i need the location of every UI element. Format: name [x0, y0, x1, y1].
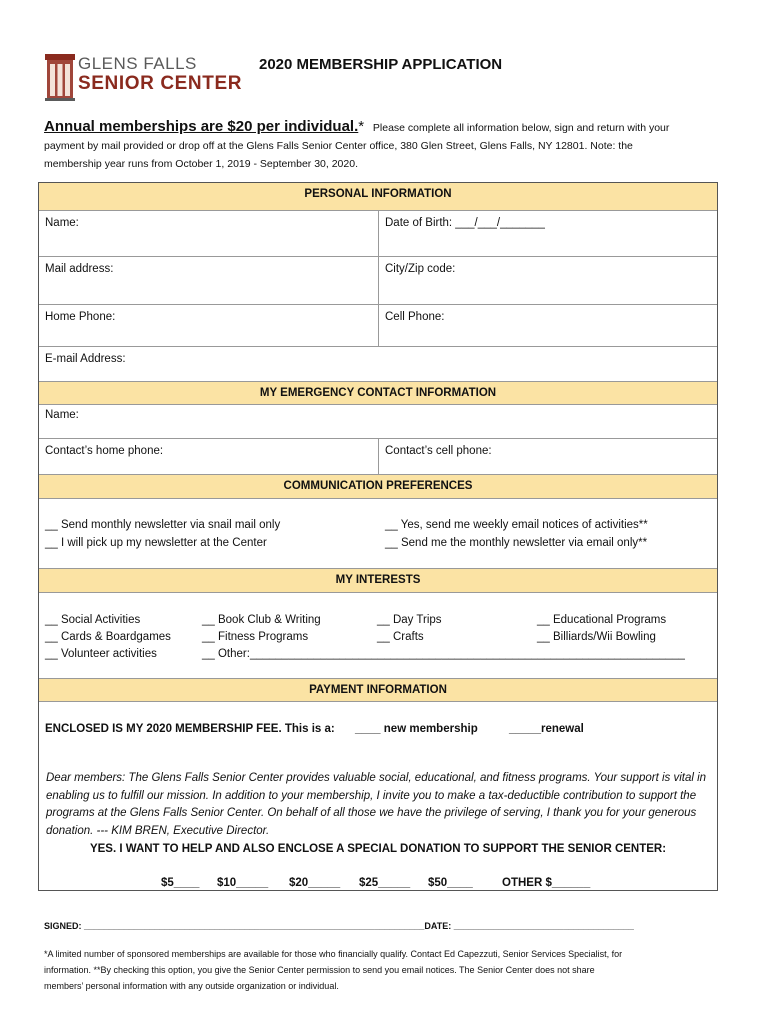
enclosed-fee-text: ENCLOSED IS MY 2020 MEMBERSHIP FEE. This is a:: [45, 723, 335, 735]
logo-text-line2: SENIOR CENTER: [78, 73, 243, 94]
section-payment-information: PAYMENT INFORMATION: [39, 678, 717, 701]
row-payment: [39, 701, 717, 892]
director-message: Dear members: The Glens Falls Senior Center provides valuable social, educational, and fitness programs. Your support is vital in enabling us to fulfill our mission. In addition to your membership, I invite you to make a tax-deductible contribution to support the programs at the Glens Falls Senior Center. On behalf of all those we have the privilege of serving, I thank you for your generous donation. --- KIM BREN, Executive Director.: [46, 772, 707, 837]
home-phone-field[interactable]: Home Phone:: [45, 311, 116, 323]
row-communication-options: [39, 498, 717, 568]
logo: [44, 50, 254, 102]
intro-star: *: [358, 118, 365, 135]
footnote: [44, 946, 724, 994]
interest-fitness[interactable]: __ Fitness Programs: [202, 631, 309, 643]
weekly-email-option[interactable]: __ Yes, send me weekly email notices of activities**: [385, 519, 648, 531]
renewal-option[interactable]: _____renewal: [509, 723, 584, 735]
donation-20[interactable]: $20_____: [289, 877, 341, 889]
membership-form: [38, 182, 718, 891]
emergency-name-field[interactable]: Name:: [45, 409, 79, 421]
interest-educational[interactable]: __ Educational Programs: [537, 614, 667, 626]
donation-50[interactable]: $50____: [428, 877, 473, 889]
interest-volunteer[interactable]: __ Volunteer activities: [45, 648, 157, 660]
city-zip-field[interactable]: City/Zip code:: [385, 263, 456, 275]
section-communication-preferences: COMMUNICATION PREFERENCES: [39, 474, 717, 498]
interest-cards-boardgames[interactable]: __ Cards & Boardgames: [45, 631, 171, 643]
name-field[interactable]: Name:: [45, 217, 79, 229]
row-email: [39, 346, 717, 381]
donation-heading: YES. I WANT TO HELP AND ALSO ENCLOSE A SPECIAL DONATION TO SUPPORT THE SENIOR CENTER:: [89, 843, 667, 855]
interest-other[interactable]: __ Other:____________________________________________________________________: [202, 648, 685, 660]
intro-headline: Annual memberships are $20 per individual.: [44, 118, 359, 135]
footnote-line2: information. **By checking this option, you give the Senior Center permission to send you email notices. The Senior Center does not share: [44, 965, 595, 975]
new-membership-option[interactable]: ____ new membership: [355, 723, 478, 735]
section-my-interests: MY INTERESTS: [39, 568, 717, 592]
row-phones: [39, 304, 717, 346]
donation-10[interactable]: $10_____: [217, 877, 269, 889]
column-divider: [378, 439, 379, 474]
cell-phone-field[interactable]: Cell Phone:: [385, 311, 445, 323]
donation-other[interactable]: OTHER $______: [502, 877, 591, 889]
row-name-dob: [39, 210, 717, 256]
interest-social-activities[interactable]: __ Social Activities: [45, 614, 141, 626]
date-of-birth-field[interactable]: Date of Birth: ___/___/_______: [385, 217, 545, 229]
pickup-newsletter-option[interactable]: __ I will pick up my newsletter at the Center: [45, 537, 267, 549]
mail-address-field[interactable]: Mail address:: [45, 263, 114, 275]
intro-text-2: payment by mail provided or drop off at the Glens Falls Senior Center office, 380 Glen Street, Glens Falls, NY 12801. Note: the: [44, 140, 633, 152]
logo-text-line1: GLENS FALLS: [78, 54, 197, 73]
contact-cell-phone-field[interactable]: Contact’s cell phone:: [385, 445, 492, 457]
interest-crafts[interactable]: __ Crafts: [377, 631, 424, 643]
interest-book-club[interactable]: __ Book Club & Writing: [202, 614, 321, 626]
intro-paragraph: [44, 118, 724, 173]
row-mail-city: [39, 256, 717, 304]
snail-mail-option[interactable]: __ Send monthly newsletter via snail mail only: [45, 519, 281, 531]
intro-line1: [44, 118, 724, 137]
section-personal-information: PERSONAL INFORMATION: [39, 183, 717, 210]
interest-day-trips[interactable]: __ Day Trips: [377, 614, 442, 626]
monthly-email-option[interactable]: __ Send me the monthly newsletter via email only**: [385, 537, 648, 549]
row-emergency-name: [39, 404, 717, 438]
email-field[interactable]: E-mail Address:: [45, 353, 126, 365]
interest-billiards[interactable]: __ Billiards/Wii Bowling: [537, 631, 656, 643]
column-divider: [378, 305, 379, 346]
footnote-line3: members’ personal information with any outside organization or individual.: [44, 981, 339, 991]
intro-text-1: Please complete all information below, sign and return with your: [372, 122, 670, 134]
signature-date-line[interactable]: SIGNED: ____________________________________________________________________DATE: ____________________________________: [44, 921, 634, 931]
section-emergency-contact: MY EMERGENCY CONTACT INFORMATION: [39, 381, 717, 404]
column-divider: [378, 257, 379, 304]
contact-home-phone-field[interactable]: Contact’s home phone:: [45, 445, 164, 457]
footnote-line1: *A limited number of sponsored memberships are available for those who financially qualify. Contact Ed Capezzuti, Senior Services Specialist, for: [44, 949, 623, 959]
row-emergency-phones: [39, 438, 717, 474]
donation-25[interactable]: $25_____: [359, 877, 411, 889]
page-title: 2020 MEMBERSHIP APPLICATION: [259, 56, 503, 73]
column-divider: [378, 211, 379, 256]
intro-text-3: membership year runs from October 1, 2019 - September 30, 2020.: [44, 158, 358, 170]
row-interests: [39, 592, 717, 678]
building-logo-icon: [44, 52, 76, 102]
donation-5[interactable]: $5____: [161, 877, 200, 889]
